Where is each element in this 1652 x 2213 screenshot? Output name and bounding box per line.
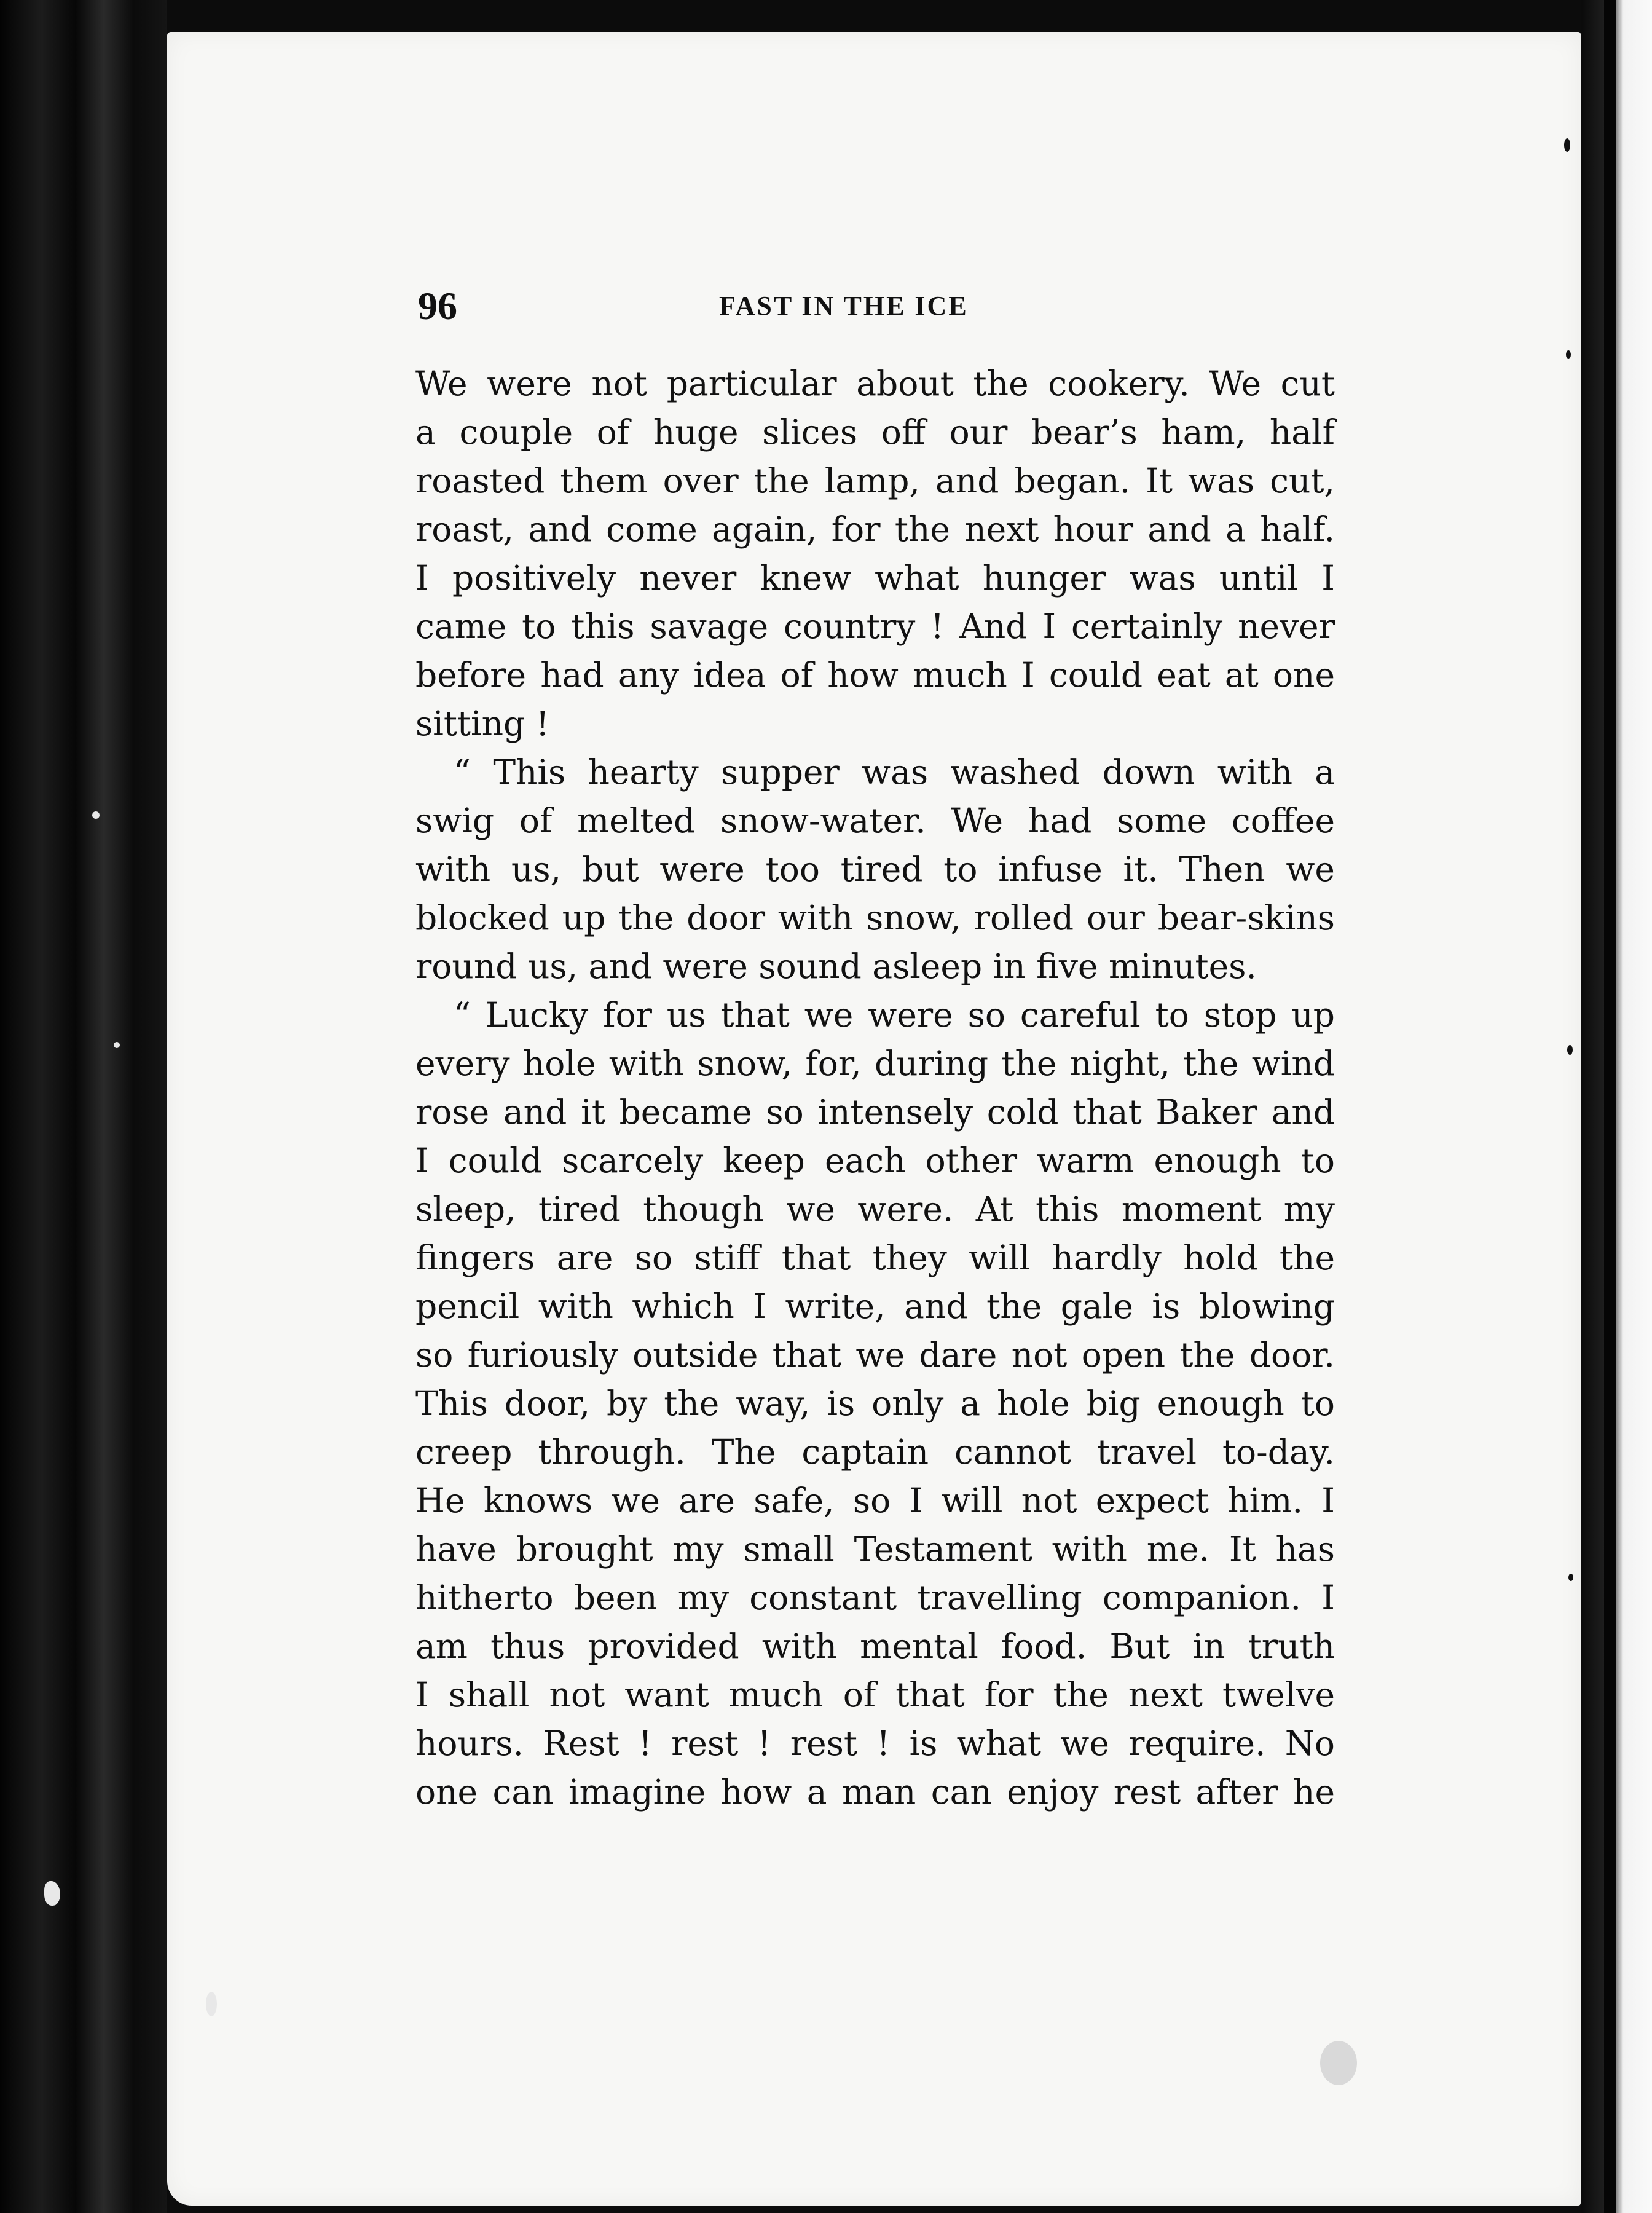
- ink-speck: [1566, 350, 1571, 359]
- ink-speck: [1567, 1045, 1573, 1055]
- ink-speck: [1568, 1574, 1573, 1581]
- text-line: We were not particular about the cookery. We cut: [415, 364, 1335, 403]
- text-line: hitherto been my constant travelling companion. I: [415, 1578, 1335, 1617]
- text-line: rose and it became so intensely cold that Baker and: [415, 1092, 1335, 1132]
- text-line: swig of melted snow-water. We had some coffee: [415, 801, 1335, 840]
- text-line: creep through. The captain cannot travel to-day.: [415, 1432, 1335, 1472]
- text-line: with us, but were too tired to infuse it. Then we: [415, 850, 1335, 889]
- scan-blemish: [114, 1042, 120, 1048]
- running-header: [418, 282, 1334, 331]
- text-line: one can imagine how a man can enjoy rest after he: [415, 1772, 1335, 1812]
- paragraph: [415, 748, 1335, 991]
- text-line: This door, by the way, is only a hole big enough to: [415, 1384, 1335, 1423]
- text-line: roasted them over the lamp, and began. It was cut,: [415, 461, 1335, 500]
- text-line: have brought my small Testament with me. It has: [415, 1529, 1335, 1569]
- text-line: roast, and come again, for the next hour and a half.: [415, 510, 1335, 549]
- next-page-edge: [1581, 0, 1652, 2213]
- running-title: FAST IN THE ICE: [719, 291, 969, 321]
- text-line: round us, and were sound asleep in five minutes.: [415, 947, 1257, 986]
- text-line: came to this savage country ! And I certainly never: [415, 607, 1335, 646]
- text-line: every hole with snow, for, during the night, the wind: [415, 1044, 1335, 1083]
- text-line: so furiously outside that we dare not open the door.: [415, 1335, 1335, 1375]
- paragraph: [415, 360, 1335, 748]
- scan-blemish: [206, 1992, 217, 2016]
- text-line: I could scarcely keep each other warm enough to: [415, 1141, 1335, 1180]
- text-line: fingers are so stiff that they will hardly hold the: [415, 1238, 1335, 1277]
- text-line: pencil with which I write, and the gale is blowing: [415, 1287, 1335, 1326]
- scan-blemish: [92, 811, 100, 819]
- book-binding-edge: [0, 0, 167, 2213]
- text-line: before had any idea of how much I could eat at one: [415, 655, 1335, 695]
- text-line: I shall not want much of that for the next twelve: [415, 1675, 1335, 1714]
- text-line: “ This hearty supper was washed down with a: [454, 752, 1335, 792]
- text-line: sleep, tired though we were. At this moment my: [415, 1189, 1335, 1229]
- page-gutter-shadow: [1604, 0, 1616, 2213]
- text-line: He knows we are safe, so I will not expect him. I: [415, 1481, 1335, 1520]
- text-line: a couple of huge slices off our bear’s ham, half: [415, 412, 1335, 452]
- text-line: am thus provided with mental food. But in truth: [415, 1627, 1335, 1666]
- text-line: sitting !: [415, 704, 549, 743]
- text-line: blocked up the door with snow, rolled our bear-skins: [415, 898, 1335, 937]
- scan-blemish: [44, 1881, 60, 1906]
- page-number: 96: [418, 284, 457, 328]
- text-line: I positively never knew what hunger was until I: [415, 558, 1335, 598]
- ink-speck: [1564, 138, 1570, 152]
- text-line: “ Lucky for us that we were so careful to stop up: [454, 995, 1335, 1035]
- text-line: hours. Rest ! rest ! rest ! is what we require. No: [415, 1724, 1335, 1763]
- body-text: [415, 360, 1335, 1817]
- paragraph: [415, 991, 1335, 1817]
- scan-blemish: [1320, 2041, 1357, 2085]
